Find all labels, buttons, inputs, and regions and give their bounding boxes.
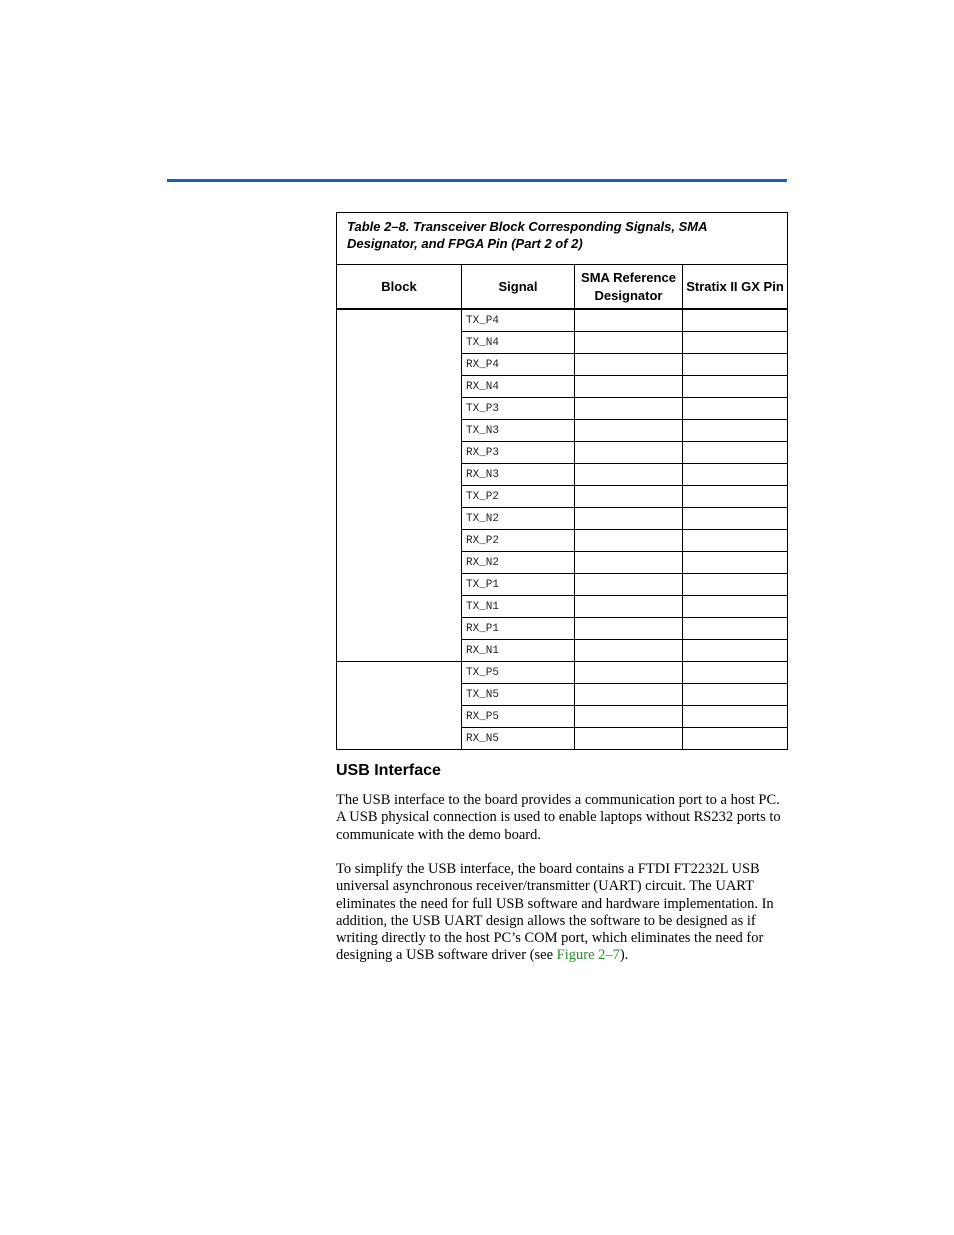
sma-designator-cell [575, 508, 683, 530]
signal-cell: TX_N5 [462, 684, 575, 706]
fpga-pin-cell [683, 574, 788, 596]
fpga-pin-cell [683, 640, 788, 662]
signal-cell: RX_N5 [462, 728, 575, 750]
block-cell [337, 662, 462, 750]
sma-designator-cell [575, 728, 683, 750]
fpga-pin-cell [683, 376, 788, 398]
fpga-pin-cell [683, 332, 788, 354]
sma-designator-cell [575, 420, 683, 442]
fpga-pin-cell [683, 530, 788, 552]
header-fpga-pin: Stratix II GX Pin [683, 265, 788, 310]
header-rule [167, 179, 787, 182]
fpga-pin-cell [683, 442, 788, 464]
signal-cell: RX_P5 [462, 706, 575, 728]
sma-designator-cell [575, 706, 683, 728]
sma-designator-cell [575, 398, 683, 420]
sma-designator-cell [575, 640, 683, 662]
signal-cell: TX_P5 [462, 662, 575, 684]
sma-designator-cell [575, 618, 683, 640]
header-sma-designator: SMA Reference Designator [575, 265, 683, 310]
fpga-pin-cell [683, 706, 788, 728]
block-cell [337, 309, 462, 662]
sma-designator-cell [575, 574, 683, 596]
paragraph-2 [336, 861, 788, 965]
signal-cell: TX_P2 [462, 486, 575, 508]
table-caption: Table 2–8. Transceiver Block Corresponding Signals, SMA Designator, and FPGA Pin (Part 2 of 2) [337, 213, 788, 265]
signal-cell: RX_P1 [462, 618, 575, 640]
fpga-pin-cell [683, 552, 788, 574]
paragraph-1: The USB interface to the board provides a communication port to a host PC. A USB physical connection is used to enable laptops without RS232 ports to communicate with the demo board. [336, 792, 781, 843]
fpga-pin-cell [683, 309, 788, 332]
table-row [337, 309, 788, 332]
sma-designator-cell [575, 530, 683, 552]
fpga-pin-cell [683, 486, 788, 508]
sma-designator-cell [575, 354, 683, 376]
figure-link[interactable]: Figure 2–7 [556, 947, 620, 964]
fpga-pin-cell [683, 508, 788, 530]
section-heading: USB Interface [336, 762, 441, 779]
fpga-pin-cell [683, 596, 788, 618]
signal-cell: TX_P1 [462, 574, 575, 596]
sma-designator-cell [575, 464, 683, 486]
sma-designator-cell [575, 486, 683, 508]
fpga-pin-cell [683, 618, 788, 640]
signal-cell: RX_P3 [462, 442, 575, 464]
fpga-pin-cell [683, 420, 788, 442]
signal-cell: RX_N2 [462, 552, 575, 574]
paragraph-2-text: To simplify the USB interface, the board contains a FTDI FT2232L USB universal asynchronous receiver/transmitter (UART) circuit. The UART eliminates the need for full USB software and hardware implementation. In addition, the USB UART design allows the software to be designed as if writing directly to the host PC’s COM port, which eliminates the need for designing a USB software driver (see [336, 861, 774, 964]
signal-cell: RX_P2 [462, 530, 575, 552]
signal-cell: TX_N3 [462, 420, 575, 442]
signal-cell: TX_N4 [462, 332, 575, 354]
table-header-row [337, 265, 788, 310]
sma-designator-cell [575, 376, 683, 398]
paragraph-2-end: ). [619, 947, 629, 964]
fpga-pin-cell [683, 354, 788, 376]
sma-designator-cell [575, 662, 683, 684]
signal-cell: RX_N3 [462, 464, 575, 486]
sma-designator-cell [575, 309, 683, 332]
sma-designator-cell [575, 596, 683, 618]
signal-cell: RX_P4 [462, 354, 575, 376]
fpga-pin-cell [683, 684, 788, 706]
fpga-pin-cell [683, 464, 788, 486]
signal-cell: TX_N2 [462, 508, 575, 530]
fpga-pin-cell [683, 398, 788, 420]
header-block: Block [337, 265, 462, 310]
sma-designator-cell [575, 442, 683, 464]
sma-designator-cell [575, 684, 683, 706]
signal-cell: TX_N1 [462, 596, 575, 618]
fpga-pin-cell [683, 728, 788, 750]
table-row [337, 662, 788, 684]
transceiver-table [336, 212, 788, 750]
signal-cell: TX_P4 [462, 309, 575, 332]
sma-designator-cell [575, 552, 683, 574]
signal-cell: RX_N4 [462, 376, 575, 398]
fpga-pin-cell [683, 662, 788, 684]
header-signal: Signal [462, 265, 575, 310]
signal-cell: RX_N1 [462, 640, 575, 662]
sma-designator-cell [575, 332, 683, 354]
signal-cell: TX_P3 [462, 398, 575, 420]
